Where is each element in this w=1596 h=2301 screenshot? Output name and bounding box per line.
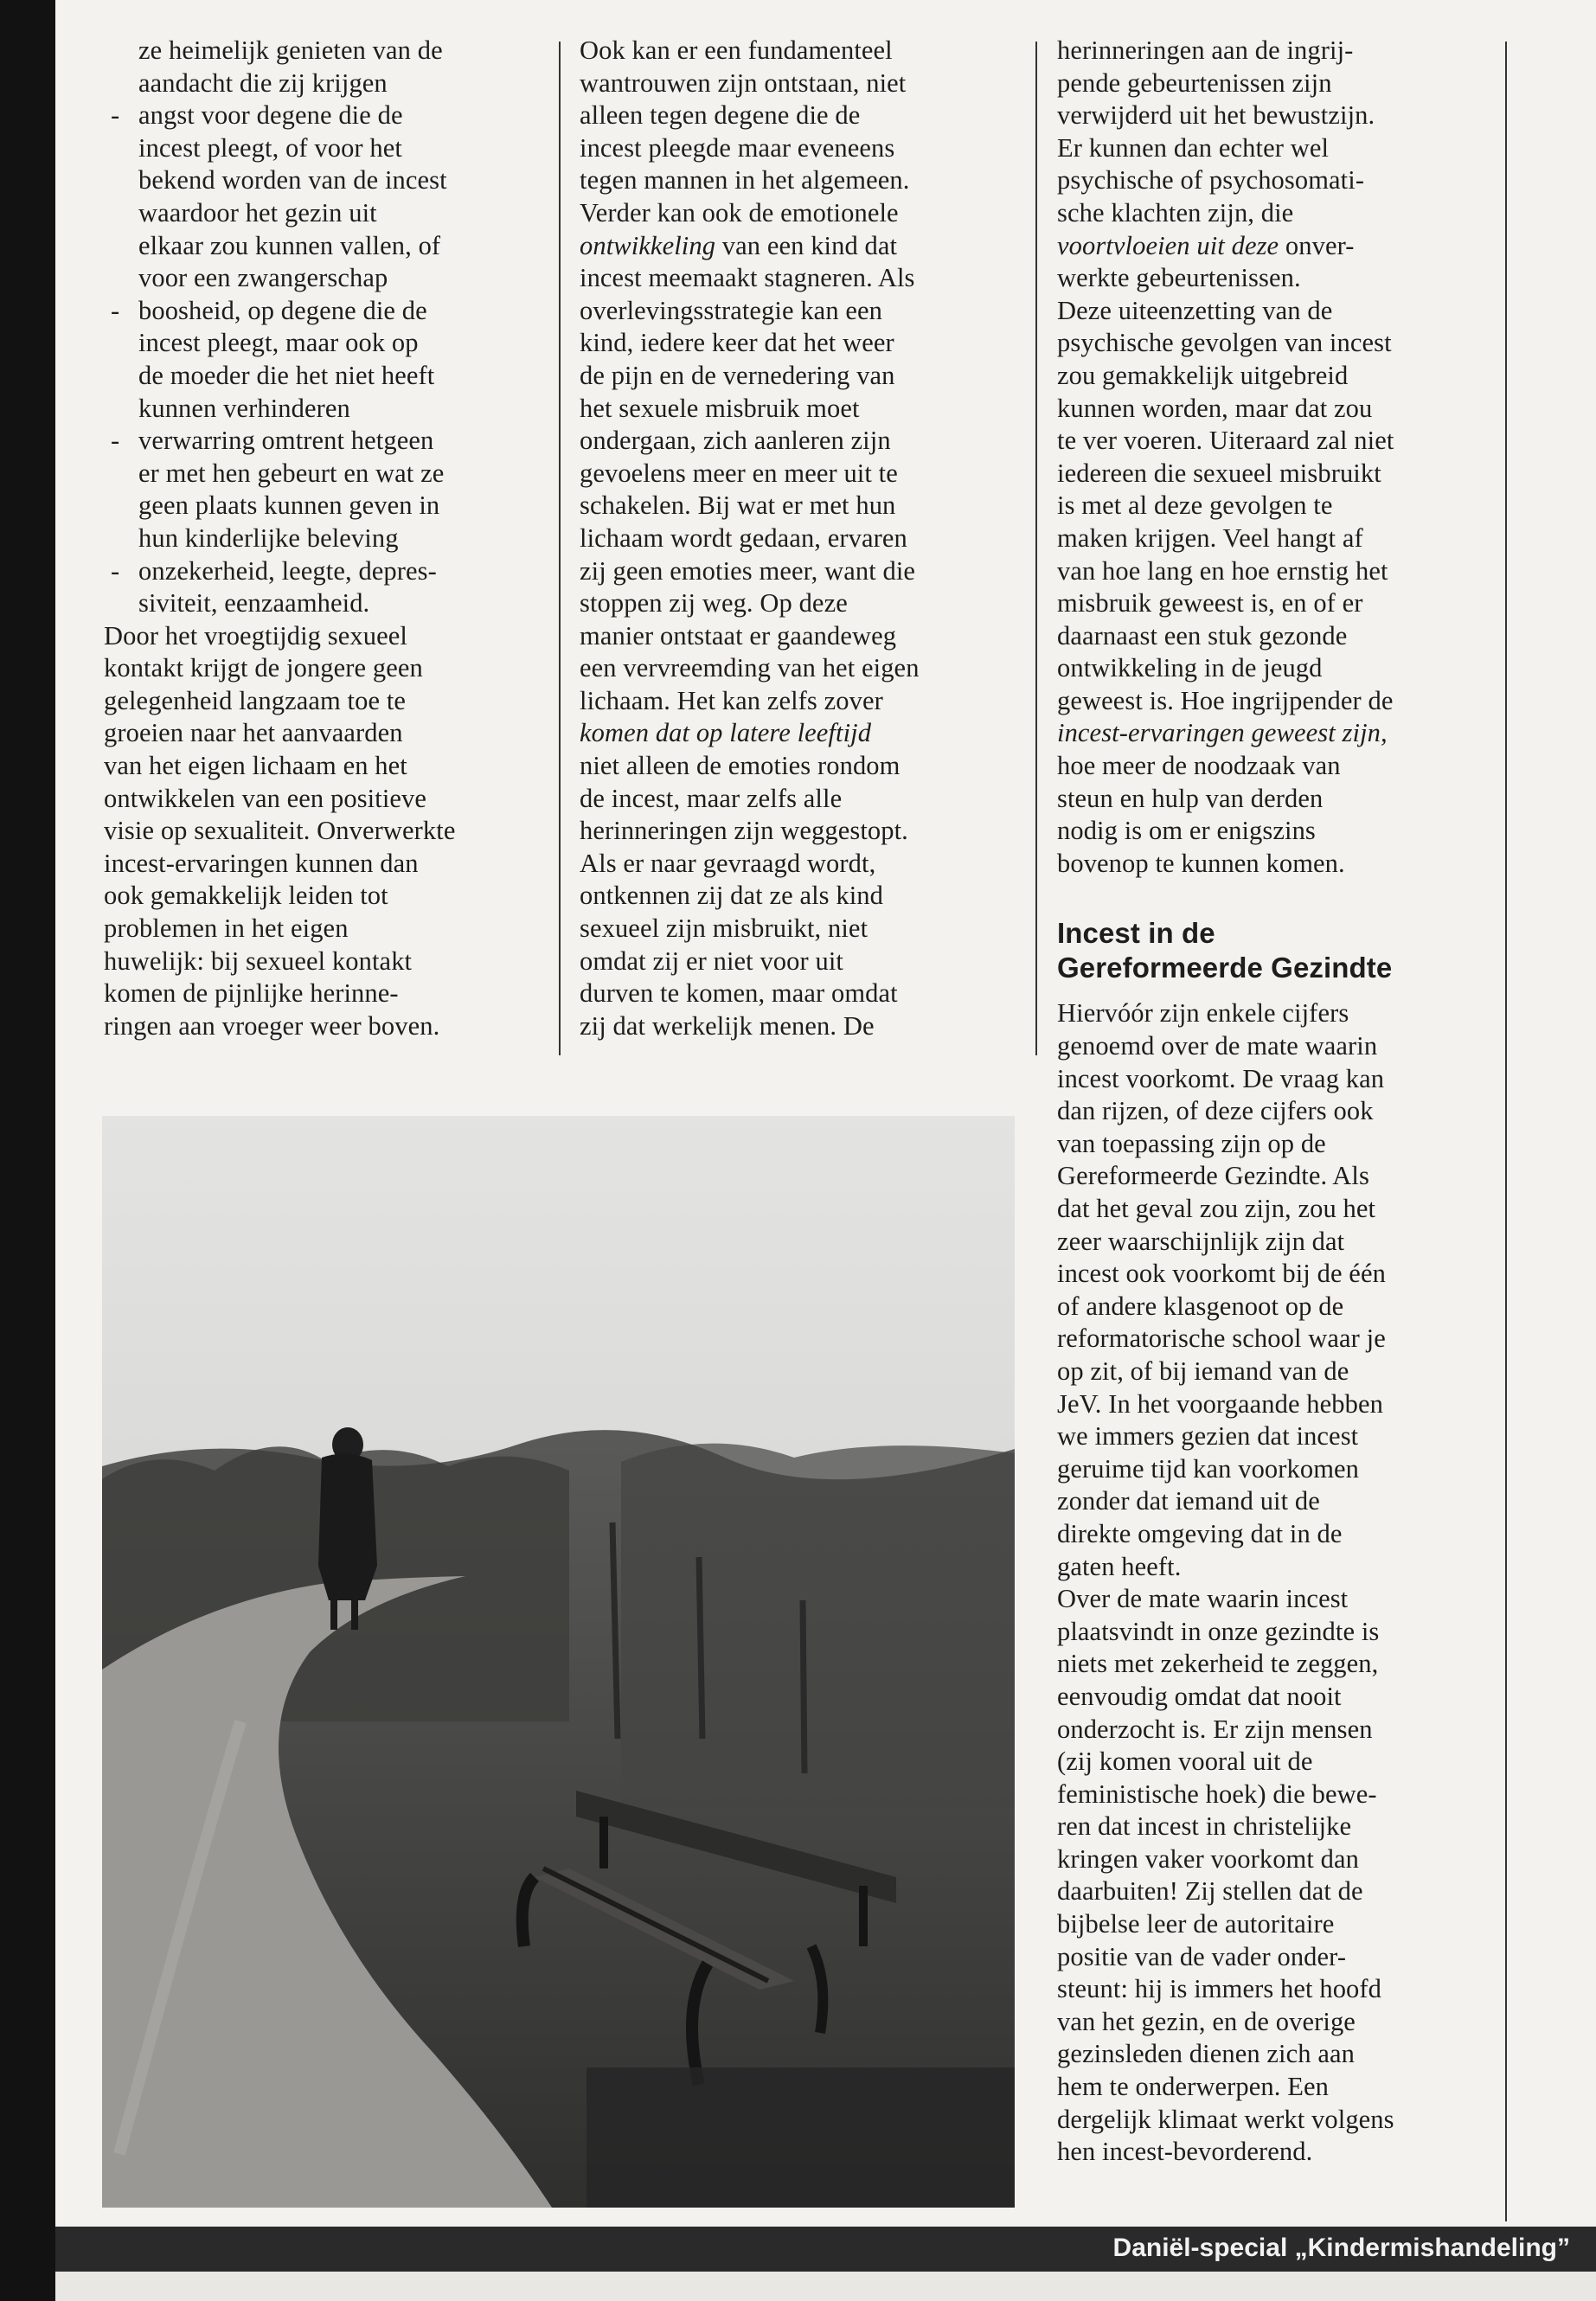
page-edge-bar	[0, 0, 55, 2301]
text-line: ontwikkelen van een positieve	[104, 783, 427, 813]
text-line: van het eigen lichaam en het	[104, 751, 407, 781]
text-line: maken krijgen. Veel hangt af	[1057, 522, 1363, 553]
text-line: Gereformeerde Gezindte. Als	[1057, 1161, 1369, 1191]
shrubs-right	[621, 1444, 1015, 1808]
text-line: zij geen emoties meer, want die	[580, 555, 916, 586]
text-line: de incest, maar zelfs alle	[580, 783, 843, 813]
bottom-margin	[55, 2272, 1596, 2301]
text-line: Over de mate waarin incest	[1057, 1584, 1349, 1614]
text-line: kunnen worden, maar dat zou	[1057, 393, 1373, 423]
bullet-item: - verwarring omtrent hetgeen	[104, 425, 536, 458]
text-line: steunt: hij is immers het hoofd	[1057, 1974, 1381, 2004]
text-line: huwelijk: bij sexueel kontakt	[104, 945, 413, 976]
text-line: incest pleegde maar eveneens	[580, 132, 895, 163]
footer-title: Daniël-special „Kindermishandeling”	[1112, 2234, 1570, 2262]
bullet-item: - angst voor degene die de	[104, 99, 536, 132]
column-1	[104, 35, 536, 1042]
text-line: groeien naar het aanvaarden	[104, 718, 403, 748]
text-line: incest pleegt, of voor het	[138, 132, 402, 163]
text-line: van toepassing zijn op de	[1057, 1128, 1326, 1158]
text-line: gaten heeft.	[1057, 1551, 1182, 1581]
section-heading	[1057, 916, 1490, 985]
text-line: de moeder die het niet heeft	[138, 360, 435, 390]
text-line: lichaam. Het kan zelfs zover	[580, 685, 883, 715]
text-line: herinneringen zijn weggestopt.	[580, 816, 908, 846]
text-line: visie op sexualiteit. Onverwerkte	[104, 816, 456, 846]
text-line: waardoor het gezin uit	[138, 197, 377, 228]
column-2	[580, 35, 1029, 1042]
text-line: van hoe lang en hoe ernstig het	[1057, 555, 1388, 586]
text-line: kontakt krijgt de jongere geen	[104, 653, 423, 683]
text-line: overlevingsstrategie kan een	[580, 295, 883, 325]
text-line: zij dat werkelijk menen. De	[580, 1010, 875, 1041]
text-line: tegen mannen in het algemeen.	[580, 165, 910, 195]
bullet-list	[104, 99, 536, 620]
text-line: dat het geval zou zijn, zou het	[1057, 1194, 1376, 1223]
text-line: psychische gevolgen van incest	[1057, 328, 1392, 358]
text-line: er met hen gebeurt en wat ze	[138, 458, 445, 488]
text-line: problemen in het eigen	[104, 913, 349, 944]
text-line: stoppen zij weg. Op deze	[580, 588, 848, 619]
text-line: het sexuele misbruik moet	[580, 393, 860, 423]
text-line: geen plaats kunnen geven in	[138, 490, 440, 521]
heading-line: Gereformeerde Gezindte	[1057, 952, 1393, 984]
text-line: ontkennen zij dat ze als kind	[580, 881, 883, 911]
text-line: kind, iedere keer dat het weer	[580, 328, 894, 358]
photo-dune-path-bench	[102, 1116, 1015, 2208]
text-line: bijbelse leer de autoritaire	[1057, 1909, 1335, 1939]
text-line: positie van de vader onder-	[1057, 1941, 1347, 1971]
text-line: bovenop te kunnen komen.	[1057, 848, 1345, 878]
paragraph	[104, 620, 536, 1043]
text-line: eenvoudig omdat dat nooit	[1057, 1681, 1342, 1711]
text-line: niet alleen de emoties rondom	[580, 751, 901, 781]
text-line: daarnaast een stuk gezonde	[1057, 620, 1348, 651]
column-rule	[1505, 42, 1507, 2221]
text-line: schakelen. Bij wat er met hun	[580, 490, 896, 521]
text-line: Als er naar gevraagd wordt,	[580, 848, 876, 878]
text-line: misbruik geweest is, en of er	[1057, 588, 1363, 619]
text-line: direkte omgeving dat in de	[1057, 1518, 1343, 1548]
text-line: voor een zwangerschap	[138, 263, 388, 293]
text-line: incest-ervaringen kunnen dan	[104, 848, 419, 878]
text-line: ze heimelijk genieten van de	[138, 35, 443, 65]
text-line: gevoelens meer en meer uit te	[580, 458, 898, 488]
text-line: nodig is om er enigszins	[1057, 816, 1316, 846]
text-line: werkte gebeurtenissen.	[1057, 263, 1301, 293]
text-line: hem te onderwerpen. Een	[1057, 2072, 1329, 2102]
text-line: ontwikkeling van een kind dat	[580, 230, 898, 260]
text-line: (zij komen vooral uit de	[1057, 1747, 1313, 1777]
text-line: komen de pijnlijke herinne-	[104, 978, 399, 1009]
text-line: of andere klasgenoot op de	[1057, 1291, 1344, 1321]
text-line: elkaar zou kunnen vallen, of	[138, 230, 441, 260]
text-line: Verder kan ook de emotionele	[580, 197, 899, 228]
text-line: ringen aan vroeger weer boven.	[104, 1010, 440, 1041]
bullet-item: - boosheid, op degene die de	[104, 295, 536, 328]
text-line: hun kinderlijke beleving	[138, 522, 399, 553]
text-line: de pijn en de vernedering van	[580, 360, 895, 390]
text-line: onderzocht is. Er zijn mensen	[1057, 1714, 1373, 1744]
text-line: gezinsleden dienen zich aan	[1057, 2039, 1355, 2069]
text-line: niets met zekerheid te zeggen,	[1057, 1649, 1379, 1679]
text-line: bekend worden van de incest	[138, 165, 447, 195]
text-line: hoe meer de noodzaak van	[1057, 751, 1341, 781]
text-line: te ver voeren. Uiteraard zal niet	[1057, 426, 1394, 456]
text-line: Hiervóór zijn enkele cijfers	[1057, 998, 1349, 1029]
text-line: incest-ervaringen geweest zijn,	[1057, 718, 1388, 748]
text-line: zou gemakkelijk uitgebreid	[1057, 360, 1349, 390]
text-line: Er kunnen dan echter wel	[1057, 132, 1330, 163]
text-line: aandacht die zij krijgen	[138, 67, 388, 98]
text-line: alleen tegen degene die de	[580, 100, 861, 131]
text-line: iedereen die sexueel misbruikt	[1057, 458, 1381, 488]
text-line: verwijderd uit het bewustzijn.	[1057, 100, 1375, 131]
heading-line: Incest in de	[1057, 917, 1215, 950]
paragraph	[1057, 35, 1490, 880]
text-line: is met al deze gevolgen te	[1057, 490, 1333, 521]
text-line: plaatsvindt in onze gezindte is	[1057, 1616, 1380, 1646]
text-line: dan rijzen, of deze cijfers ook	[1057, 1096, 1374, 1126]
text-line: van het gezin, en de overige	[1057, 2006, 1356, 2036]
text-line: reformatorische school waar je	[1057, 1324, 1386, 1354]
column-3	[1057, 35, 1490, 2169]
text-line: we immers gezien dat incest	[1057, 1421, 1359, 1452]
text-line: geweest is. Hoe ingrijpender de	[1057, 685, 1394, 715]
text-line: herinneringen aan de ingrij-	[1057, 35, 1354, 65]
text-line: wantrouwen zijn ontstaan, niet	[580, 67, 907, 98]
text-line: lichaam wordt gedaan, ervaren	[580, 522, 907, 553]
text-line: geruime tijd kan voorkomen	[1057, 1453, 1360, 1484]
column-rule	[1035, 42, 1037, 1055]
text-line: zonder dat iemand uit de	[1057, 1486, 1320, 1516]
text-line: psychische of psychosomati-	[1057, 165, 1365, 195]
text-line: Door het vroegtijdig sexueel	[104, 620, 407, 651]
text-line: manier ontstaat er gaandeweg	[580, 620, 897, 651]
text-line: daarbuiten! Zij stellen dat de	[1057, 1876, 1363, 1907]
grass-foreground	[586, 2067, 1015, 2208]
text-line: op zit, of bij iemand van de	[1057, 1356, 1349, 1386]
text-line: sche klachten zijn, die	[1057, 197, 1294, 228]
text-line: voortvloeien uit deze onver-	[1057, 230, 1355, 260]
text-line: incest ook voorkomt bij de één	[1057, 1259, 1386, 1289]
text-line: durven te komen, maar omdat	[580, 978, 898, 1009]
footer-band	[55, 2227, 1596, 2272]
text-line: feministische hoek) die bewe-	[1057, 1779, 1377, 1809]
text-line: genoemd over de mate waarin	[1057, 1031, 1378, 1061]
paragraph	[1057, 997, 1490, 2168]
text-line: pende gebeurtenissen zijn	[1057, 67, 1332, 98]
text-line: Ook kan er een fundamenteel	[580, 35, 893, 65]
text-line: omdat zij er niet voor uit	[580, 945, 843, 976]
text-line: Deze uiteenzetting van de	[1057, 295, 1333, 325]
text-line: incest pleegt, maar ook op	[138, 328, 419, 358]
text-line: ren dat incest in christelijke	[1057, 1811, 1352, 1842]
text-line: incest voorkomt. De vraag kan	[1057, 1063, 1385, 1093]
text-line: kringen vaker voorkomt dan	[1057, 1843, 1360, 1874]
column-rule	[559, 42, 561, 1055]
text-line: ondergaan, zich aanleren zijn	[580, 426, 891, 456]
text-line: JeV. In het voorgaande hebben	[1057, 1388, 1383, 1419]
text-line: komen dat op latere leeftijd	[580, 718, 872, 748]
text-line: kunnen verhinderen	[138, 393, 350, 423]
bullet-item: - onzekerheid, leegte, depres-	[104, 555, 536, 588]
text-line: zeer waarschijnlijk zijn dat	[1057, 1226, 1345, 1256]
text-line: gelegenheid langzaam toe te	[104, 685, 407, 715]
text-line: sexueel zijn misbruikt, niet	[580, 913, 869, 944]
text-line: hen incest-bevorderend.	[1057, 2137, 1313, 2167]
text-line: siviteit, eenzaamheid.	[138, 588, 370, 619]
text-line: ontwikkeling in de jeugd	[1057, 653, 1323, 683]
text-line: een vervreemding van het eigen	[580, 653, 920, 683]
text-line: dergelijk klimaat werkt volgens	[1057, 2104, 1394, 2134]
text-line: steun en hulp van derden	[1057, 783, 1324, 813]
text-line: ook gemakkelijk leiden tot	[104, 881, 388, 911]
text-line: incest meemaakt stagneren. Als	[580, 263, 915, 293]
